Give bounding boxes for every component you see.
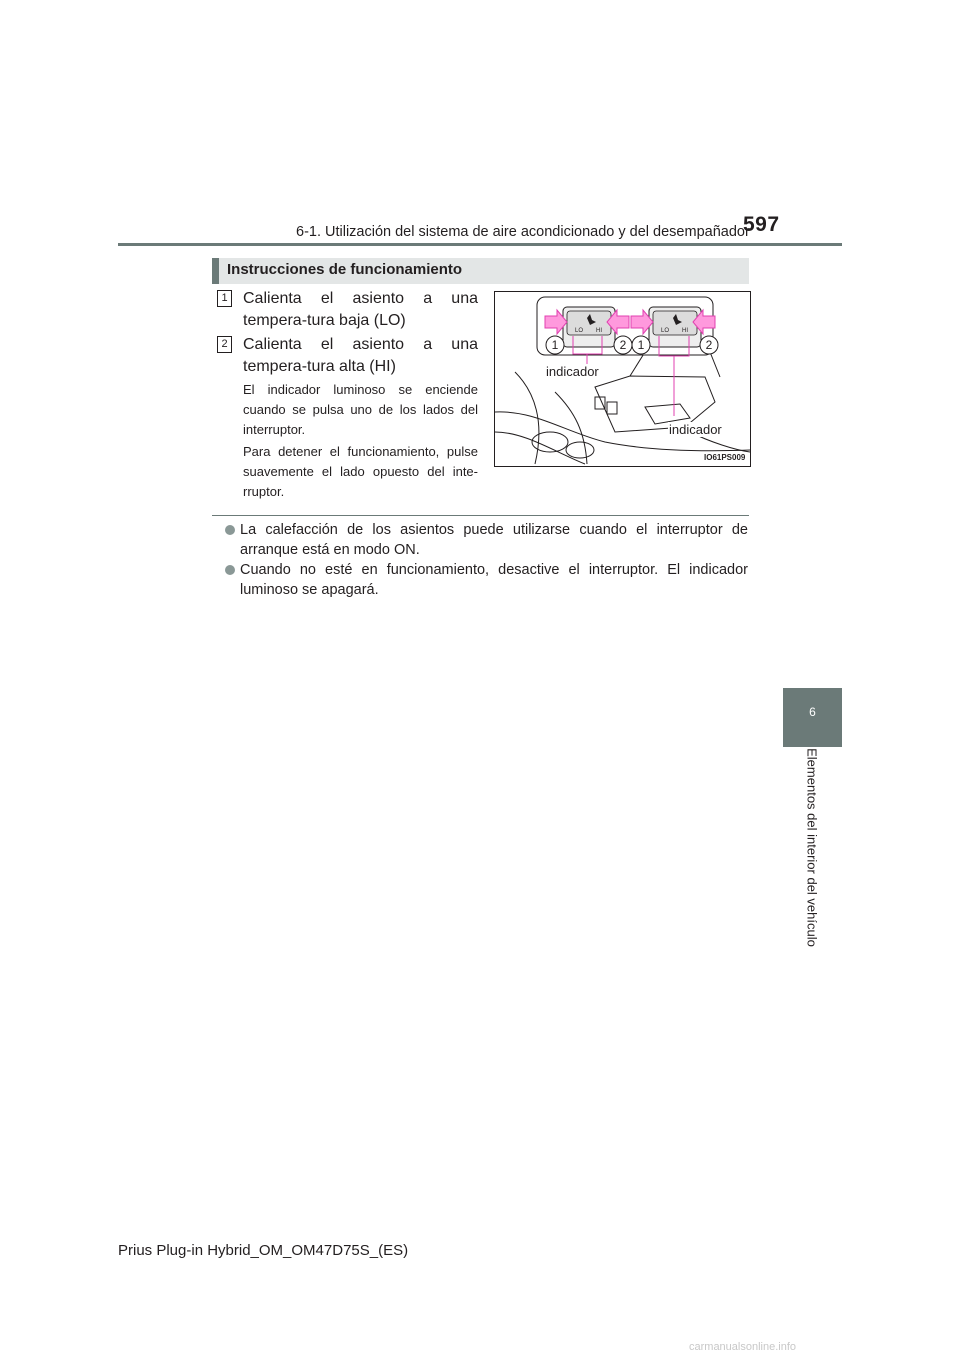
callout-1-left: 1 [551, 338, 559, 352]
indicator-label-right: indicador [669, 422, 722, 437]
indicator-label-left: indicador [546, 364, 599, 379]
running-header: 6-1. Utilización del sistema de aire acondicionado y del desempañador [296, 224, 750, 240]
bullet-text-1: La calefacción de los asientos puede utilizarse cuando el interruptor de arranque está en modo ON. [240, 522, 748, 558]
step-text-2: Calienta el asiento a una tempera-tura alta (HI) [243, 336, 478, 375]
chapter-label: Elementos del interior del vehículo [804, 748, 820, 947]
left-switch-hi: HI [596, 328, 602, 334]
callout-2-right: 2 [705, 338, 713, 352]
bullet-dot-icon [225, 565, 235, 575]
figure-code: IO61PS009 [704, 453, 746, 462]
right-switch-lo: LO [661, 328, 670, 334]
seat-heater-figure [494, 291, 751, 467]
page-number: 597 [743, 213, 780, 236]
footer-document-id: Prius Plug-in Hybrid_OM_OM47D75S_(ES) [118, 1242, 409, 1259]
section-divider [212, 515, 749, 516]
bullet-dot-icon [225, 525, 235, 535]
callout-2-left: 2 [619, 338, 627, 352]
console-illustration [495, 292, 750, 466]
callout-1-right: 1 [637, 338, 645, 352]
right-switch-hi: HI [682, 328, 688, 334]
bullet-text-2: Cuando no esté en funcionamiento, desactive el interruptor. El indicador luminoso se apagará. [240, 562, 748, 598]
note-stop: Para detener el funcionamiento, pulse suavemente el lado opuesto del inte-rruptor. [243, 444, 478, 499]
section-heading-accent [212, 258, 219, 284]
left-switch-lo: LO [575, 328, 584, 334]
note-indicator: El indicador luminoso se enciende cuando se pulsa uno de los lados del interruptor. [243, 382, 478, 437]
step-number-2: 2 [217, 336, 232, 353]
bullet-item-1 [226, 520, 748, 560]
bullet-item-2 [226, 560, 748, 600]
section-heading-bar [212, 258, 749, 284]
step-number-1: 1 [217, 290, 232, 307]
chapter-tab: 6 [783, 688, 842, 747]
step-text-1: Calienta el asiento a una tempera-tura baja (LO) [243, 290, 478, 329]
watermark: carmanualsonline.info [689, 1341, 797, 1353]
section-heading: Instrucciones de funcionamiento [227, 261, 463, 278]
header-rule [118, 243, 842, 246]
